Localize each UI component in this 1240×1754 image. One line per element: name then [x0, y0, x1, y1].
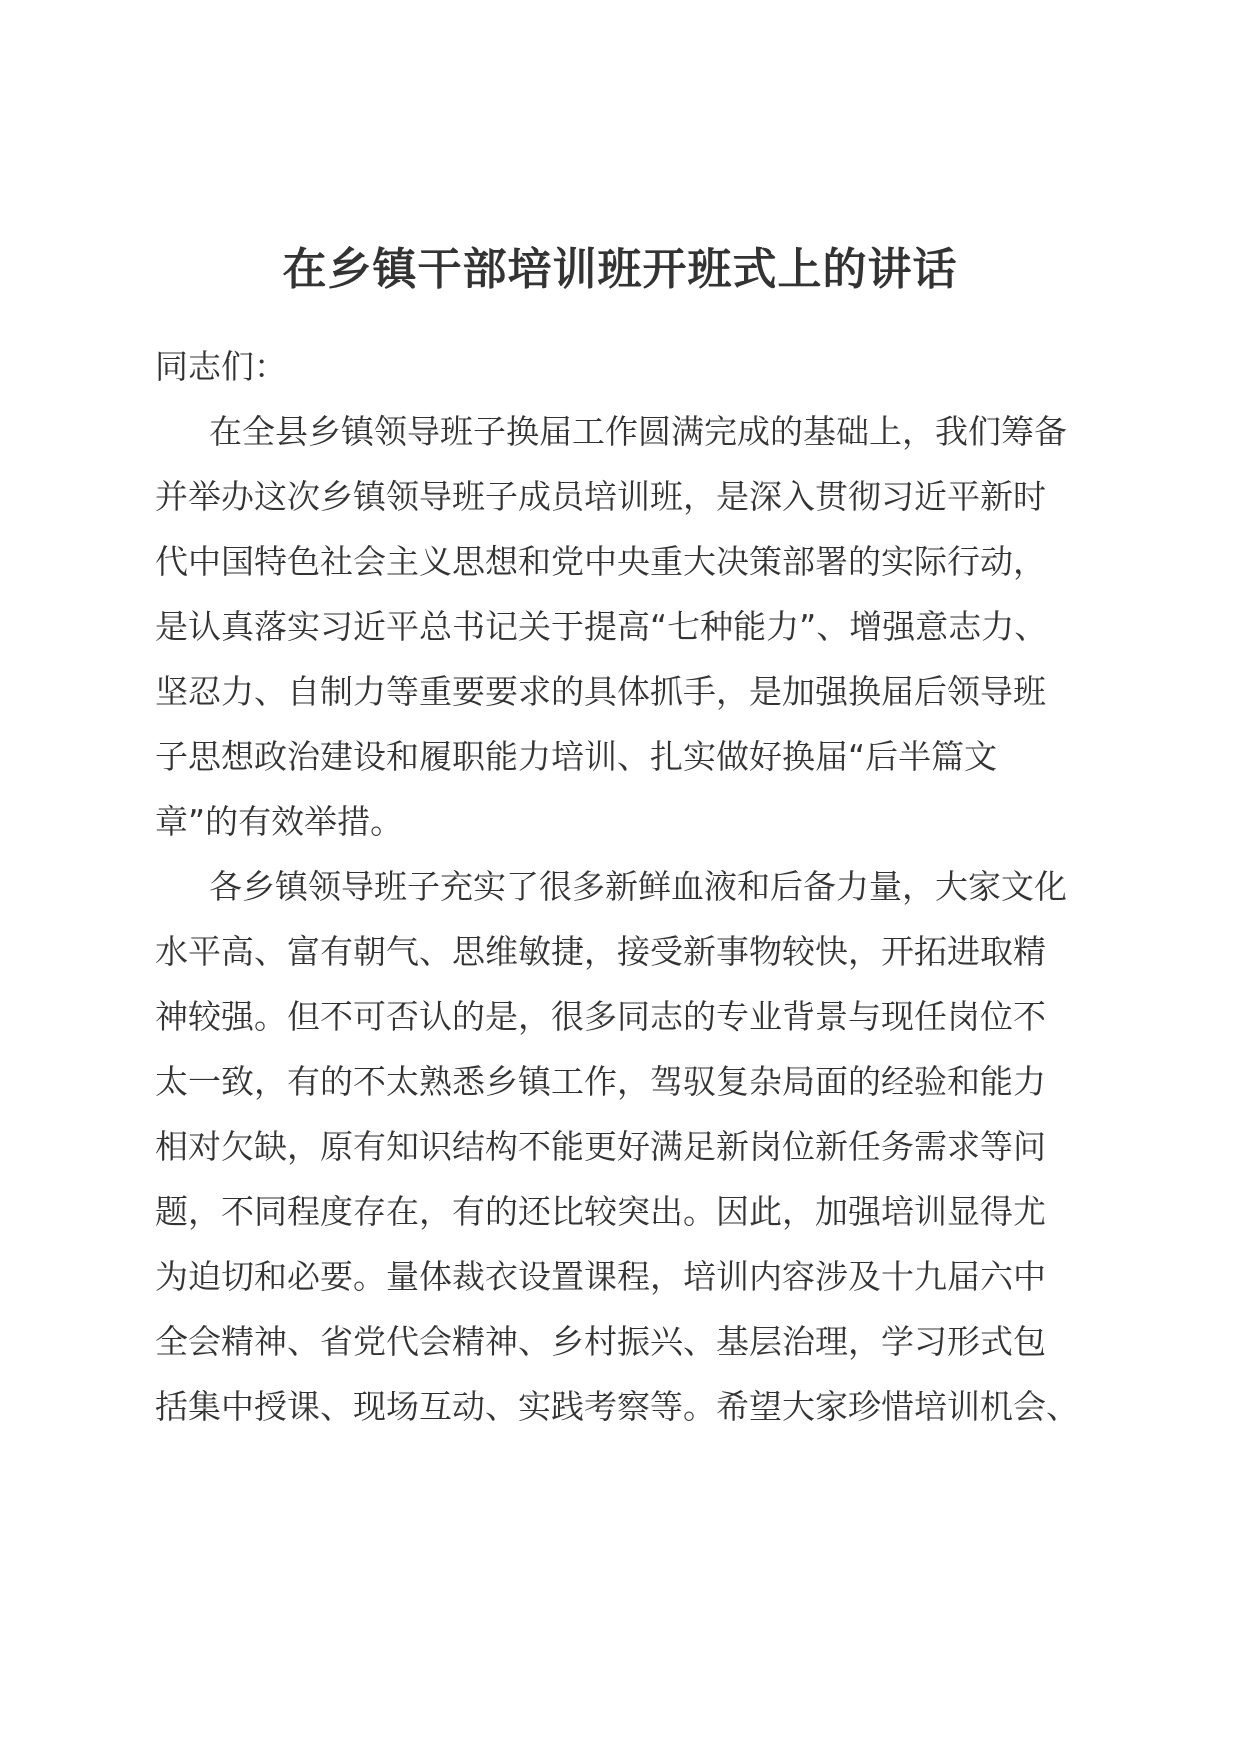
paragraph-2-line: 为迫切和必要。量体裁衣设置课程，培训内容涉及十九届六中 — [155, 1257, 1046, 1296]
paragraph-2-line: 题，不同程度存在，有的还比较突出。因此，加强培训显得尤 — [155, 1192, 1046, 1231]
salutation: 同志们： — [155, 347, 287, 386]
paragraph-1-line: 并举办这次乡镇领导班子成员培训班，是深入贯彻习近平新时 — [155, 477, 1046, 516]
paragraph-2-line: 水平高、富有朝气、思维敏捷，接受新事物较快，开拓进取精 — [155, 932, 1046, 971]
document-body — [155, 334, 1095, 1439]
paragraph-2-line: 太一致，有的不太熟悉乡镇工作，驾驭复杂局面的经验和能力 — [155, 1062, 1046, 1101]
paragraph-1-line: 子思想政治建设和履职能力培训、扎实做好换届“后半篇文 — [155, 737, 998, 776]
paragraph-1-line: 坚忍力、自制力等重要要求的具体抓手，是加强换届后领导班 — [155, 672, 1046, 711]
paragraph-1-line: 章”的有效举措。 — [155, 802, 404, 841]
paragraph-2-line: 神较强。但不可否认的是，很多同志的专业背景与现任岗位不 — [155, 997, 1046, 1036]
paragraph-2-line: 括集中授课、现场互动、实践考察等。希望大家珍惜培训机会、 — [155, 1387, 1079, 1426]
paragraph-2-line: 全会精神、省党代会精神、乡村振兴、基层治理，学习形式包 — [155, 1322, 1046, 1361]
paragraph-1-line: 是认真落实习近平总书记关于提高“七种能力”、增强意志力、 — [155, 607, 1048, 646]
paragraph-1-line: 代中国特色社会主义思想和党中央重大决策部署的实际行动， — [155, 542, 1046, 581]
paragraph-1-line: 在全县乡镇领导班子换届工作圆满完成的基础上，我们筹备 — [209, 412, 1067, 451]
document-title: 在乡镇干部培训班开班式上的讲话 — [282, 244, 958, 295]
paragraph-2-line: 各乡镇领导班子充实了很多新鲜血液和后备力量，大家文化 — [209, 867, 1067, 906]
paragraph-2-line: 相对欠缺，原有知识结构不能更好满足新岗位新任务需求等问 — [155, 1127, 1046, 1166]
